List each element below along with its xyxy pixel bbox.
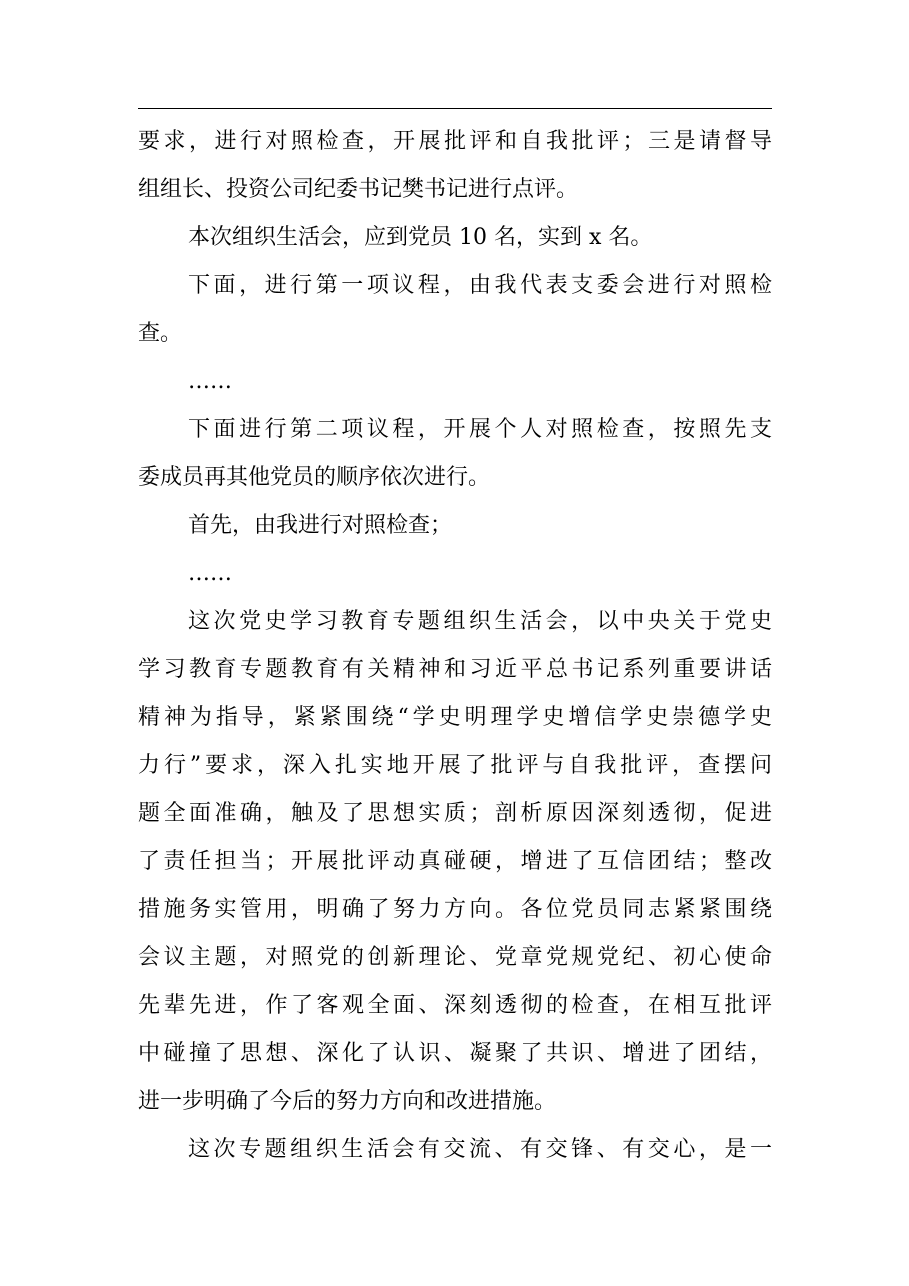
text-line: 本次组织生活会，应到党员 10 名，实到 x 名。 [188,225,653,250]
text-line: 进一步明确了今后的努力方向和改进措施。 [138,1089,557,1114]
text-line: 要求，进行对照检查，开展批评和自我批评；三是请督导 [138,129,772,154]
text-line: 会议主题，对照党的创新理论、党章党规党纪、初心使命 [138,945,772,970]
text-line: 中碰撞了思想、深化了认识、凝聚了共识、增进了团结， [138,1041,772,1066]
text-line: 这次专题组织生活会有交流、有交锋、有交心，是一 [188,1137,772,1162]
header-rule [138,108,772,109]
text-line: 了责任担当；开展批评动真碰硬，增进了互信团结；整改 [138,849,772,874]
ellipsis-line: …… [188,369,232,394]
text-line: 学习教育专题教育有关精神和习近平总书记系列重要讲话 [138,657,772,682]
text-line: 查。 [138,321,183,346]
text-line: 题全面准确，触及了思想实质；剖析原因深刻透彻，促进 [138,801,772,826]
text-line: 组组长、投资公司纪委书记樊书记进行点评。 [138,177,579,202]
text-line: 先辈先进，作了客观全面、深刻透彻的检查，在相互批评 [138,993,772,1018]
ellipsis-line: …… [188,561,232,586]
text-line: 精神为指导，紧紧围绕“学史明理学史增信学史崇德学史 [138,705,772,730]
text-line: 下面，进行第一项议程，由我代表支委会进行对照检 [188,273,772,298]
text-line: 力行”要求，深入扎实地开展了批评与自我批评，查摆问 [138,753,772,778]
text-line: 下面进行第二项议程，开展个人对照检查，按照先支 [188,417,772,442]
text-line: 首先，由我进行对照检查； [188,513,453,538]
document-body [138,118,772,1174]
text-line: 委成员再其他党员的顺序依次进行。 [138,465,491,490]
text-line: 这次党史学习教育专题组织生活会，以中央关于党史 [188,609,772,634]
text-line: 措施务实管用，明确了努力方向。各位党员同志紧紧围绕 [138,897,772,922]
